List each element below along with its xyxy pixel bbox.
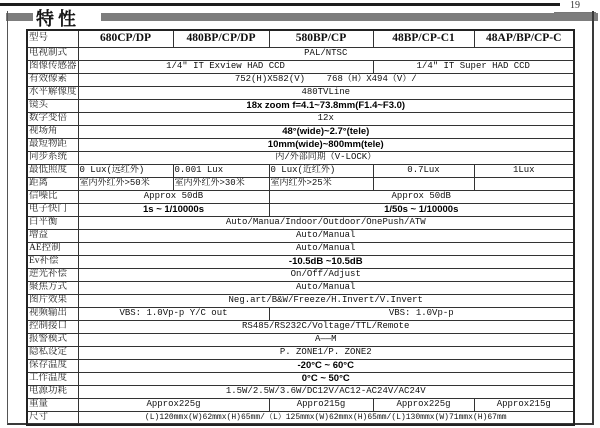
spec-value-cell: Neg.art/B&W/Freeze/H.Invert/V.Invert	[78, 294, 574, 307]
spec-row	[27, 151, 574, 164]
spec-row	[27, 164, 574, 177]
model-header-cell: 48AP/BP/CP-C	[474, 30, 574, 47]
row-label: 距离	[27, 177, 78, 190]
row-label: 保存温度	[27, 359, 78, 372]
spec-row	[27, 346, 574, 359]
model-header-cell: 580BP/CP	[269, 30, 373, 47]
spec-value-cell: PAL/NTSC	[78, 47, 574, 60]
spec-row	[27, 47, 574, 60]
row-label: 报警模式	[27, 333, 78, 346]
row-label: Ev补偿	[27, 255, 78, 268]
spec-row	[27, 372, 574, 385]
row-label: AE控制	[27, 242, 78, 255]
spec-value-cell: 0.001 Lux	[173, 164, 269, 177]
spec-row	[27, 86, 574, 99]
spec-value-cell: 1s ~ 1/10000s	[78, 203, 269, 216]
spec-value-cell: Approx 50dB	[269, 190, 574, 203]
spec-row	[27, 398, 574, 411]
spec-value-cell: 1/4″ IT Exview HAD CCD	[78, 60, 373, 73]
spec-row	[27, 177, 574, 190]
row-label: 增益	[27, 229, 78, 242]
spec-value-cell: Approx225g	[78, 398, 269, 411]
model-header-cell: 480BP/CP/DP	[173, 30, 269, 47]
spec-row	[27, 216, 574, 229]
row-label: 图像传感器	[27, 60, 78, 73]
spec-row	[27, 307, 574, 320]
spec-value-cell: 0°C ~ 50°C	[78, 372, 574, 385]
spec-value-cell: 1/4″ IT Super HAD CCD	[373, 60, 574, 73]
row-label: 型号	[27, 30, 78, 47]
spec-row	[27, 281, 574, 294]
spec-row	[27, 203, 574, 216]
row-label: 数字变倍	[27, 112, 78, 125]
top-rule-line	[0, 3, 560, 6]
spec-row	[27, 229, 574, 242]
row-label: 电子快门	[27, 203, 78, 216]
spec-table	[26, 29, 575, 426]
spec-value-cell: 48°(wide)~2.7°(tele)	[78, 125, 574, 138]
spec-row	[27, 99, 574, 112]
spec-value-cell: Approx225g	[373, 398, 474, 411]
spec-value-cell: VBS: 1.0Vp-p	[269, 307, 574, 320]
spec-row	[27, 30, 574, 47]
spec-row	[27, 138, 574, 151]
spec-row	[27, 359, 574, 372]
model-header-cell: 680CP/DP	[78, 30, 173, 47]
spec-value-cell: Approx215g	[474, 398, 574, 411]
spec-row	[27, 333, 574, 346]
spec-value-cell: Auto/Manua/Indoor/Outdoor/OnePush/ATW	[78, 216, 574, 229]
spec-value-cell: A——M	[78, 333, 574, 346]
spec-row	[27, 242, 574, 255]
row-label: 隐私设定	[27, 346, 78, 359]
row-label: 尺寸	[27, 411, 78, 425]
spec-row	[27, 112, 574, 125]
spec-row	[27, 125, 574, 138]
spec-row	[27, 385, 574, 398]
row-label: 水平解像度	[27, 86, 78, 99]
spec-value-cell: 1Lux	[474, 164, 574, 177]
spec-value-cell: On/Off/Adjust	[78, 268, 574, 281]
spec-value-cell	[474, 177, 574, 190]
spec-row	[27, 320, 574, 333]
row-label: 视场角	[27, 125, 78, 138]
spec-value-cell: 18x zoom f=4.1~73.8mm(F1.4~F3.0)	[78, 99, 574, 112]
spec-row	[27, 60, 574, 73]
row-label: 聚焦方式	[27, 281, 78, 294]
spec-value-cell: 480TVLine	[78, 86, 574, 99]
row-label: 信噪比	[27, 190, 78, 203]
row-label: 电视制式	[27, 47, 78, 60]
row-label: 工作温度	[27, 372, 78, 385]
row-label: 有效像素	[27, 73, 78, 86]
spec-row	[27, 268, 574, 281]
spec-value-cell: P. ZONE1/P. ZONE2	[78, 346, 574, 359]
spec-row	[27, 255, 574, 268]
spec-value-cell: 室内红外>25米	[269, 177, 373, 190]
row-label: 视频输出	[27, 307, 78, 320]
spec-value-cell: 室内外红外>30米	[173, 177, 269, 190]
spec-row	[27, 411, 574, 425]
spec-value-cell: 内/外部同期（V-LOCK）	[78, 151, 574, 164]
row-label: 镜头	[27, 99, 78, 112]
spec-value-cell: VBS: 1.0Vp-p Y/C out	[78, 307, 269, 320]
spec-value-cell	[373, 177, 474, 190]
row-label: 白平衡	[27, 216, 78, 229]
spec-value-cell: Auto/Manual	[78, 242, 574, 255]
spec-value-cell: Approx 50dB	[78, 190, 269, 203]
row-label: 最低照度	[27, 164, 78, 177]
spec-row	[27, 294, 574, 307]
spec-value-cell: 1/50s ~ 1/10000s	[269, 203, 574, 216]
spec-value-cell: Appro215g	[269, 398, 373, 411]
row-label: 重量	[27, 398, 78, 411]
spec-value-cell: (L)120mmx(W)62mmx(H)65mm/（L）125mmx(W)62mmx(H)65mm/(L)130mmx(W)71mmx(H)67mm	[78, 411, 574, 425]
row-label: 逆光补偿	[27, 268, 78, 281]
spec-row	[27, 190, 574, 203]
spec-value-cell: 0 Lux(近红外)	[269, 164, 373, 177]
spec-value-cell: 室内外红外>50米	[78, 177, 173, 190]
model-header-cell: 48BP/CP-C1	[373, 30, 474, 47]
spec-value-cell: -10.5dB ~10.5dB	[78, 255, 574, 268]
spec-row	[27, 73, 574, 86]
spec-value-cell: -20°C ~ 60°C	[78, 359, 574, 372]
row-label: 电源功耗	[27, 385, 78, 398]
spec-value-cell: 10mm(wide)~800mm(tele)	[78, 138, 574, 151]
row-label: 控制接口	[27, 320, 78, 333]
spec-value-cell: 752(H)X582(V) 768（H）X494（V）/	[78, 73, 574, 86]
section-title: 特性	[36, 9, 80, 30]
spec-value-cell: 1.5W/2.5W/3.6W/DC12V/AC12-AC24V/AC24V	[78, 385, 574, 398]
spec-value-cell: 12x	[78, 112, 574, 125]
row-label: 图片效果	[27, 294, 78, 307]
spec-value-cell: RS485/RS232C/Voltage/TTL/Remote	[78, 320, 574, 333]
row-label: 最短物距	[27, 138, 78, 151]
row-label: 同步系统	[27, 151, 78, 164]
spec-value-cell: 0 Lux(远红外)	[78, 164, 173, 177]
spec-table-body	[27, 30, 574, 425]
spec-value-cell: Auto/Manual	[78, 281, 574, 294]
page-number: 19	[554, 0, 596, 13]
spec-value-cell: 0.7Lux	[373, 164, 474, 177]
spec-value-cell: Auto/Manual	[78, 229, 574, 242]
